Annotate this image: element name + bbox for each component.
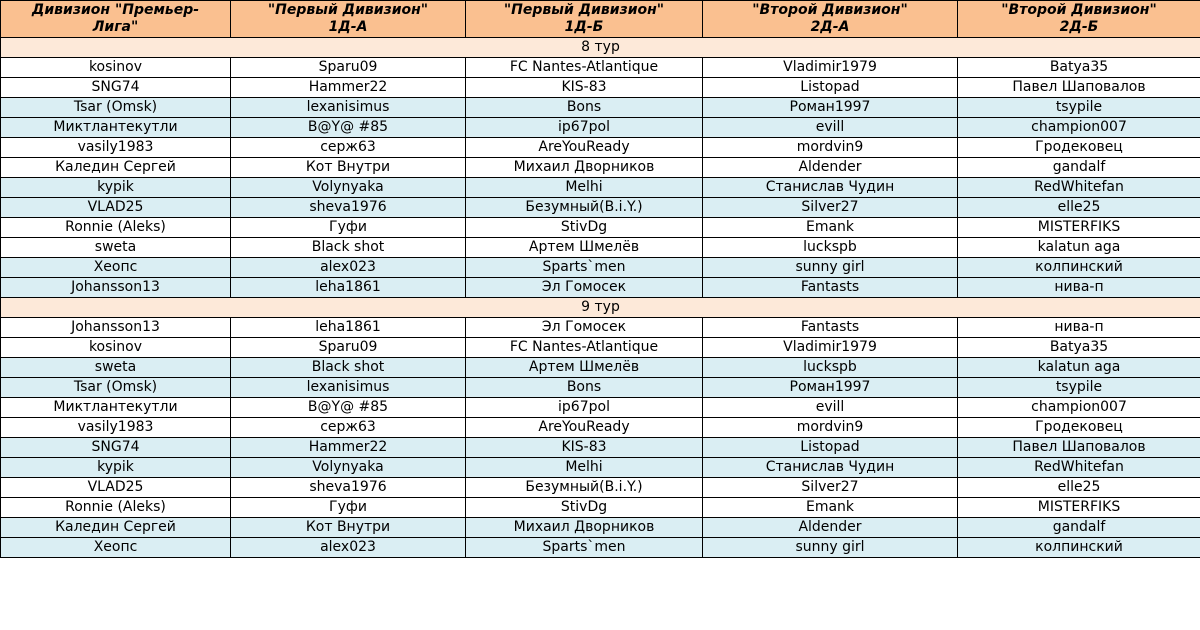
- header-line: 1Д-А: [328, 19, 368, 35]
- table-cell[interactable]: Silver27: [703, 478, 958, 498]
- table-row: [1, 358, 1200, 378]
- table-cell[interactable]: Кот Внутри: [231, 518, 466, 538]
- table-cell[interactable]: Миктлантекутли: [1, 118, 231, 138]
- table-cell[interactable]: Ronnie (Aleks): [1, 498, 231, 518]
- table-cell[interactable]: Sparts`men: [466, 538, 703, 558]
- table-row: [1, 58, 1200, 78]
- table-cell[interactable]: elle25: [958, 478, 1200, 498]
- round-title: 8 тур: [1, 38, 1200, 58]
- table-row: [1, 198, 1200, 218]
- table-cell[interactable]: Артем Шмелёв: [466, 358, 703, 378]
- table-cell[interactable]: серж63: [231, 138, 466, 158]
- table-cell[interactable]: Fantasts: [703, 278, 958, 298]
- table-row: [1, 398, 1200, 418]
- table-cell[interactable]: Vladimir1979: [703, 58, 958, 78]
- table-cell[interactable]: Bons: [466, 98, 703, 118]
- table-row: [1, 178, 1200, 198]
- round-header-row: [1, 298, 1200, 318]
- table-cell[interactable]: Aldender: [703, 158, 958, 178]
- table-cell[interactable]: lexanisimus: [231, 98, 466, 118]
- table-cell[interactable]: champion007: [958, 118, 1200, 138]
- table-cell[interactable]: sunny girl: [703, 258, 958, 278]
- header-second-division-a[interactable]: [703, 1, 958, 38]
- table-cell[interactable]: mordvin9: [703, 138, 958, 158]
- table-cell[interactable]: Melhi: [466, 458, 703, 478]
- table-cell[interactable]: Павел Шаповалов: [958, 438, 1200, 458]
- table-cell[interactable]: leha1861: [231, 278, 466, 298]
- table-cell[interactable]: luckspb: [703, 358, 958, 378]
- header-line: Лига": [92, 19, 139, 35]
- table-cell[interactable]: sheva1976: [231, 478, 466, 498]
- table-cell[interactable]: Hammer22: [231, 438, 466, 458]
- table-row: [1, 258, 1200, 278]
- table-cell[interactable]: Каледин Сергей: [1, 518, 231, 538]
- table-cell[interactable]: tsypile: [958, 98, 1200, 118]
- header-line: "Первый Дивизион": [267, 2, 429, 18]
- table-cell[interactable]: Михаил Дворников: [466, 158, 703, 178]
- table-cell[interactable]: KIS-83: [466, 438, 703, 458]
- table-cell[interactable]: Гродековец: [958, 418, 1200, 438]
- table-cell[interactable]: Emank: [703, 218, 958, 238]
- table-row: [1, 378, 1200, 398]
- header-first-division-b[interactable]: [466, 1, 703, 38]
- table-cell[interactable]: Aldender: [703, 518, 958, 538]
- table-cell[interactable]: Volynyaka: [231, 458, 466, 478]
- table-cell[interactable]: Batya35: [958, 58, 1200, 78]
- header-line: "Второй Дивизион": [1001, 2, 1157, 18]
- table-row: [1, 138, 1200, 158]
- table-row: [1, 518, 1200, 538]
- table-cell[interactable]: Кот Внутри: [231, 158, 466, 178]
- table-cell[interactable]: Listopad: [703, 78, 958, 98]
- table-cell[interactable]: Black shot: [231, 238, 466, 258]
- table-cell[interactable]: колпинский: [958, 258, 1200, 278]
- table-row: [1, 158, 1200, 178]
- table-cell[interactable]: Хеопс: [1, 538, 231, 558]
- table-cell[interactable]: champion007: [958, 398, 1200, 418]
- table-row: [1, 338, 1200, 358]
- table-cell[interactable]: evill: [703, 398, 958, 418]
- table-cell[interactable]: Silver27: [703, 198, 958, 218]
- table-cell[interactable]: kosinov: [1, 58, 231, 78]
- header-second-division-b[interactable]: [958, 1, 1200, 38]
- table-cell[interactable]: MISTERFIKS: [958, 218, 1200, 238]
- round-header-row: [1, 38, 1200, 58]
- table-cell[interactable]: FC Nantes-Atlantique: [466, 58, 703, 78]
- table-cell[interactable]: gandalf: [958, 158, 1200, 178]
- table-cell[interactable]: VLAD25: [1, 478, 231, 498]
- table-cell[interactable]: Гродековец: [958, 138, 1200, 158]
- table-row: [1, 538, 1200, 558]
- table-cell[interactable]: Vladimir1979: [703, 338, 958, 358]
- table-cell[interactable]: tsypile: [958, 378, 1200, 398]
- table-cell[interactable]: KIS-83: [466, 78, 703, 98]
- table-cell[interactable]: FC Nantes-Atlantique: [466, 338, 703, 358]
- table-cell[interactable]: alex023: [231, 538, 466, 558]
- table-cell[interactable]: Безумный(B.i.Y.): [466, 478, 703, 498]
- table-cell[interactable]: kalatun aga: [958, 238, 1200, 258]
- table-cell[interactable]: Fantasts: [703, 318, 958, 338]
- table-cell[interactable]: Tsar (Omsk): [1, 98, 231, 118]
- table-cell[interactable]: Sparu09: [231, 58, 466, 78]
- table-cell[interactable]: mordvin9: [703, 418, 958, 438]
- table-cell[interactable]: ip67pol: [466, 118, 703, 138]
- table-cell[interactable]: Emank: [703, 498, 958, 518]
- table-row: [1, 78, 1200, 98]
- table-cell[interactable]: Эл Гомосек: [466, 278, 703, 298]
- header-line: "Второй Дивизион": [752, 2, 908, 18]
- table-cell[interactable]: Станислав Чудин: [703, 178, 958, 198]
- table-cell[interactable]: Johansson13: [1, 278, 231, 298]
- table-cell[interactable]: kalatun aga: [958, 358, 1200, 378]
- table-cell[interactable]: elle25: [958, 198, 1200, 218]
- header-line: 2Д-А: [810, 19, 850, 35]
- table-cell[interactable]: Melhi: [466, 178, 703, 198]
- table-cell[interactable]: нива-п: [958, 318, 1200, 338]
- header-premier-league[interactable]: [1, 1, 231, 38]
- table-cell[interactable]: StivDg: [466, 218, 703, 238]
- table-row: [1, 98, 1200, 118]
- table-cell[interactable]: Black shot: [231, 358, 466, 378]
- table-cell[interactable]: нива-п: [958, 278, 1200, 298]
- table-cell[interactable]: Sparu09: [231, 338, 466, 358]
- table-row: [1, 118, 1200, 138]
- table-cell[interactable]: kypik: [1, 178, 231, 198]
- table-cell[interactable]: Каледин Сергей: [1, 158, 231, 178]
- table-cell[interactable]: Batya35: [958, 338, 1200, 358]
- table-cell[interactable]: Станислав Чудин: [703, 458, 958, 478]
- table-cell[interactable]: SNG74: [1, 438, 231, 458]
- table-cell[interactable]: Listopad: [703, 438, 958, 458]
- table-cell[interactable]: Павел Шаповалов: [958, 78, 1200, 98]
- schedule-body: [1, 38, 1200, 558]
- header-line: 1Д-Б: [564, 19, 604, 35]
- table-cell[interactable]: sunny girl: [703, 538, 958, 558]
- header-row: [1, 1, 1200, 38]
- table-row: [1, 458, 1200, 478]
- table-cell[interactable]: RedWhitefan: [958, 458, 1200, 478]
- table-cell[interactable]: alex023: [231, 258, 466, 278]
- table-cell[interactable]: AreYouReady: [466, 418, 703, 438]
- table-cell[interactable]: ip67pol: [466, 398, 703, 418]
- header-line: 2Д-Б: [1059, 19, 1099, 35]
- table-cell[interactable]: Роман1997: [703, 378, 958, 398]
- table-cell[interactable]: kypik: [1, 458, 231, 478]
- table-cell[interactable]: SNG74: [1, 78, 231, 98]
- table-cell[interactable]: Безумный(B.i.Y.): [466, 198, 703, 218]
- table-cell[interactable]: vasily1983: [1, 418, 231, 438]
- table-row: [1, 438, 1200, 458]
- table-cell[interactable]: Volynyaka: [231, 178, 466, 198]
- table-row: [1, 418, 1200, 438]
- table-cell[interactable]: Хеопс: [1, 258, 231, 278]
- table-row: [1, 238, 1200, 258]
- table-cell[interactable]: VLAD25: [1, 198, 231, 218]
- header-first-division-a[interactable]: [231, 1, 466, 38]
- table-cell[interactable]: lexanisimus: [231, 378, 466, 398]
- table-cell[interactable]: Артем Шмелёв: [466, 238, 703, 258]
- table-cell[interactable]: sheva1976: [231, 198, 466, 218]
- table-cell[interactable]: vasily1983: [1, 138, 231, 158]
- table-cell[interactable]: Эл Гомосек: [466, 318, 703, 338]
- table-cell[interactable]: MISTERFIKS: [958, 498, 1200, 518]
- table-row: [1, 478, 1200, 498]
- table-cell[interactable]: Миктлантекутли: [1, 398, 231, 418]
- table-cell[interactable]: B@Y@ #85: [231, 118, 466, 138]
- table-cell[interactable]: Гуфи: [231, 498, 466, 518]
- table-cell[interactable]: leha1861: [231, 318, 466, 338]
- table-cell[interactable]: колпинский: [958, 538, 1200, 558]
- table-cell[interactable]: luckspb: [703, 238, 958, 258]
- table-row: [1, 278, 1200, 298]
- table-row: [1, 498, 1200, 518]
- table-row: [1, 218, 1200, 238]
- table-cell[interactable]: Ronnie (Aleks): [1, 218, 231, 238]
- table-cell[interactable]: B@Y@ #85: [231, 398, 466, 418]
- table-cell[interactable]: AreYouReady: [466, 138, 703, 158]
- table-cell[interactable]: Sparts`men: [466, 258, 703, 278]
- table-cell[interactable]: gandalf: [958, 518, 1200, 538]
- header-line: "Первый Дивизион": [503, 2, 665, 18]
- table-cell[interactable]: Tsar (Omsk): [1, 378, 231, 398]
- table-cell[interactable]: StivDg: [466, 498, 703, 518]
- table-cell[interactable]: Johansson13: [1, 318, 231, 338]
- table-cell[interactable]: sweta: [1, 358, 231, 378]
- table-cell[interactable]: RedWhitefan: [958, 178, 1200, 198]
- table-cell[interactable]: Hammer22: [231, 78, 466, 98]
- table-cell[interactable]: kosinov: [1, 338, 231, 358]
- table-cell[interactable]: серж63: [231, 418, 466, 438]
- round-title: 9 тур: [1, 298, 1200, 318]
- table-row: [1, 318, 1200, 338]
- header-line: Дивизион "Премьер-: [31, 2, 200, 18]
- table-cell[interactable]: Роман1997: [703, 98, 958, 118]
- table-cell[interactable]: Bons: [466, 378, 703, 398]
- table-cell[interactable]: Михаил Дворников: [466, 518, 703, 538]
- table-cell[interactable]: Гуфи: [231, 218, 466, 238]
- table-cell[interactable]: sweta: [1, 238, 231, 258]
- table-cell[interactable]: evill: [703, 118, 958, 138]
